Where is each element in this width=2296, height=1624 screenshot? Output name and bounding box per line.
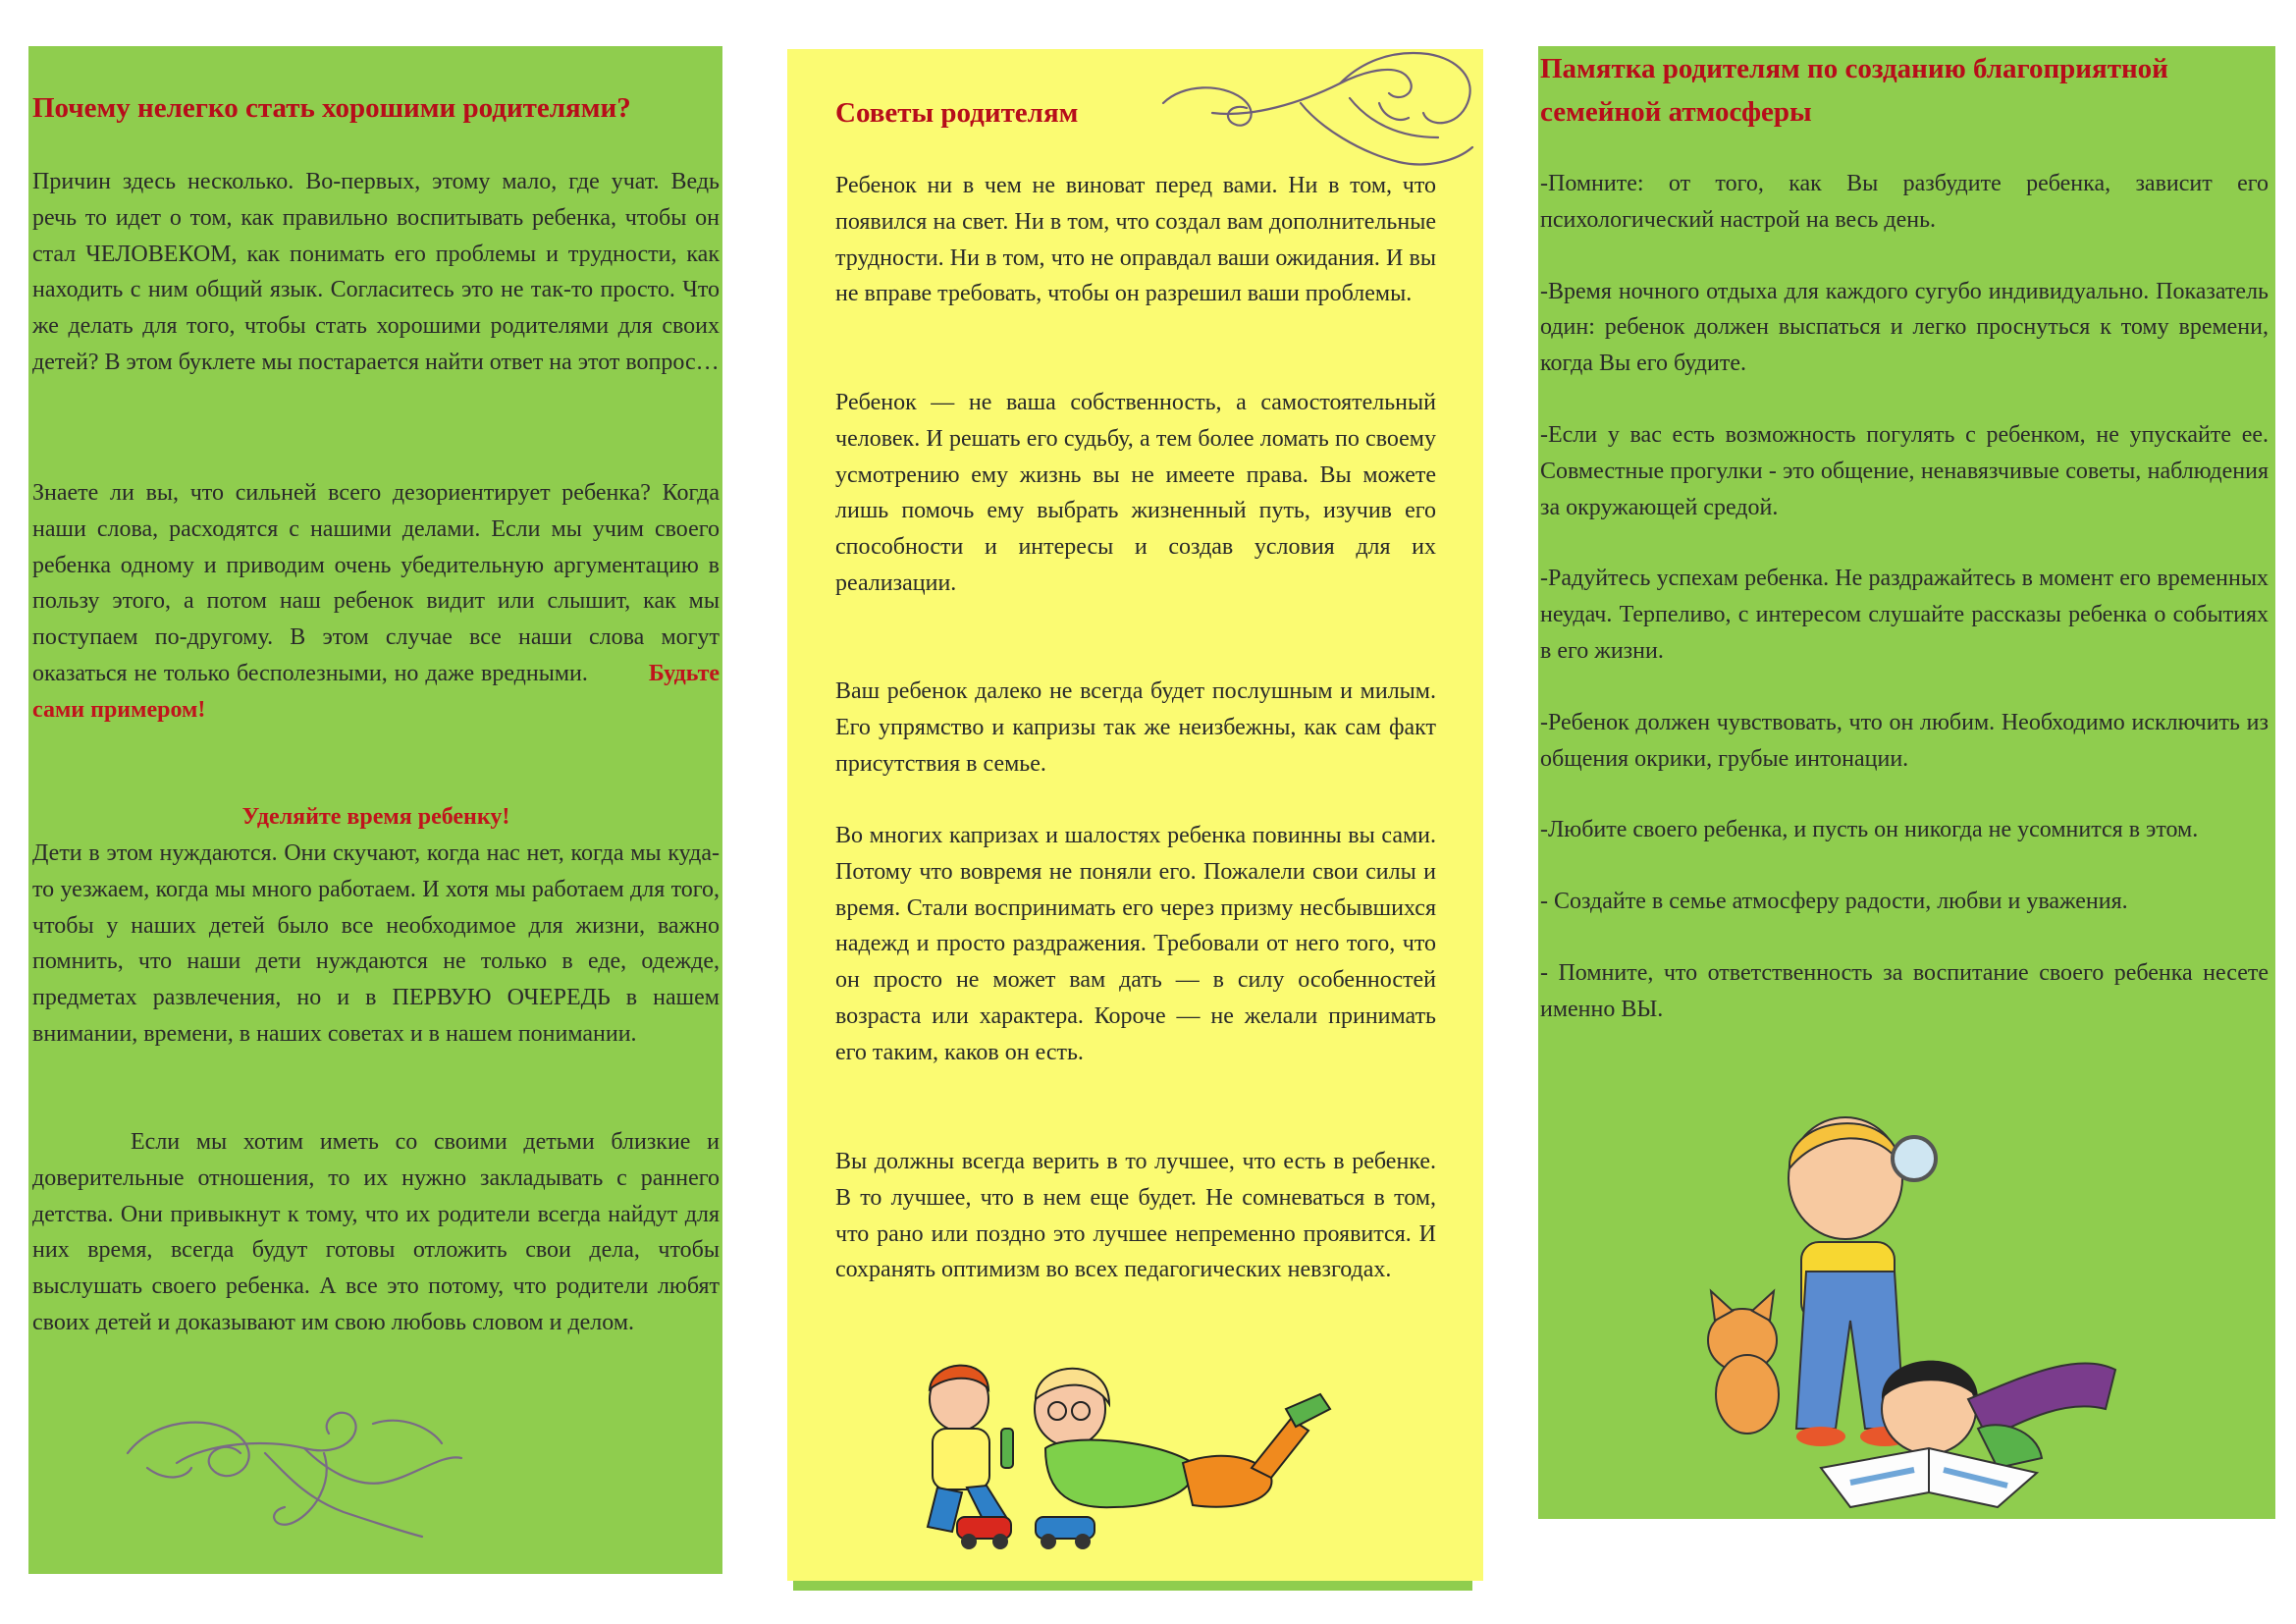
middle-paragraph-3: Ваш ребенок далеко не всегда будет послушным и милым. Его упрямство и капризы так же неизбежны, как сам факт присутствия в семье. bbox=[835, 678, 1436, 777]
middle-paragraph-2: Ребенок — не ваша собственность, а самостоятельный человек. И решать его судьбу, а тем более ломать по своему усмотрению ему жизнь вы не имеете права. Вы можете лишь помочь ему выбрать жизненный путь, изучив его способности и интересы и создав условия для их реализации. bbox=[835, 390, 1436, 596]
list-item: -Радуйтесь успехам ребенка. Не раздражайтесь в момент его временных неудач. Терпеливо, с интересом слушайте рассказы ребенка о событиях в его жизни. bbox=[1540, 566, 2269, 664]
left-paragraph-2 bbox=[32, 475, 720, 729]
flourish-ornament-left bbox=[118, 1394, 471, 1542]
list-item: - Помните, что ответственность за воспитание своего ребенка несете именно ВЫ. bbox=[1540, 959, 2269, 1022]
middle-paragraph-5: Вы должны всегда верить в то лучшее, что есть в ребенке. В то лучшее, что в нем еще будет. Не сомневаться в том, что рано или поздно это лучшее непременно проявится. И сохранять оптимизм во всех педагогических невзгодах. bbox=[835, 1149, 1436, 1283]
list-item: -Ребенок должен чувствовать, что он любим. Необходимо исключить из общения окрики, грубые интонации. bbox=[1540, 709, 2269, 772]
left-paragraph-3: Дети в этом нуждаются. Они скучают, когда нас нет, когда мы куда-то уезжаем, когда мы много работаем. И хотя мы работаем для того, чтобы у наших детей было все необходимое для жизни, важно помнить, что наши дети нуждаются не только в еде, одежде, предметах развлечения, но и в ПЕРВУЮ ОЧЕРЕДЬ в нашем внимании, времени, в наших советах и в нашем понимании. bbox=[32, 840, 720, 1047]
left-paragraph-1: Причин здесь несколько. Во-первых, этому мало, где учат. Ведь речь то идет о том, как правильно воспитывать ребенка, чтобы он стал ЧЕЛОВЕКОМ, как понимать его проблемы и трудности, как находить с ним общий язык. Согласитесь это не так-то просто. Что же делать для того, чтобы стать хорошими родителями для своих детей? В этом буклете мы постарается найти ответ на этот вопрос… bbox=[32, 169, 720, 375]
left-emphasis: Будьте сами примером! bbox=[32, 660, 721, 723]
mother-child-playing-illustration bbox=[898, 1340, 1340, 1566]
flourish-ornament-middle bbox=[1153, 44, 1482, 172]
children-reading-book-illustration bbox=[1703, 1105, 2135, 1537]
middle-title: Советы родителям bbox=[835, 97, 1079, 129]
list-item: - Создайте в семье атмосферу радости, любви и уважения. bbox=[1540, 889, 2128, 915]
list-item: -Помните: от того, как Вы разбудите ребенка, зависит его психологический настрой на весь день. bbox=[1540, 171, 2269, 233]
right-title: Памятка родителям по созданию благоприятной семейной атмосферы bbox=[1540, 53, 2168, 128]
right-list bbox=[1540, 166, 2269, 1028]
left-paragraph-2-text: Знаете ли вы, что сильней всего дезориентирует ребенка? Когда наши слова, расходятся с нашими делами. Если мы учим своего ребенка одному и приводим очень убедительную аргументацию в пользу этого, а потом наш ребенок видит или слышит, как мы поступаем по-другому. В этом случае все наши слова могут оказаться не только бесполезными, но даже вредными. bbox=[32, 480, 720, 686]
list-item: -Любите своего ребенка, и пусть он никогда не усомнится в этом. bbox=[1540, 817, 2199, 843]
middle-paragraph-4: Во многих капризах и шалостях ребенка повинны вы сами. Потому что вовремя не поняли его. Пожалели свои силы и время. Стали воспринимать его через призму несбывшихся надежд и просто раздражения. Требовали от него того, что он просто не может вам дать — в силу особенностей возраста или характера. Короче — не желали принимать его таким, каков он есть. bbox=[835, 823, 1436, 1065]
left-paragraph-4: Если мы хотим иметь со своими детьми близкие и доверительные отношения, то их нужно закладывать с раннего детства. Они привыкнут к тому, что их родители всегда найдут для них время, всегда будут готовы отложить свои дела, чтобы выслушать своего ребенка. А все это потому, что родители любят своих детей и доказывают им свою любовь словом и делом. bbox=[32, 1129, 720, 1335]
left-subheading: Уделяйте время ребенку! bbox=[241, 804, 510, 830]
left-title: Почему нелегко стать хорошими родителями? bbox=[32, 92, 631, 124]
list-item: -Время ночного отдыха для каждого сугубо индивидуально. Показатель один: ребенок должен выспаться и легко проснуться к тому времени, когда Вы его будите. bbox=[1540, 278, 2269, 377]
list-item: -Если у вас есть возможность погулять с ребенком, не упускайте ее. Совместные прогулки - это общение, ненавязчивые советы, наблюдения за окружающей средой. bbox=[1540, 421, 2269, 520]
middle-paragraph-1: Ребенок ни в чем не виноват перед вами. Ни в том, что появился на свет. Ни в том, что создал вам дополнительные трудности. Ни в том, что не оправдал ваши ожидания. И вы не вправе требовать, чтобы он разрешил ваши проблемы. bbox=[835, 173, 1436, 307]
